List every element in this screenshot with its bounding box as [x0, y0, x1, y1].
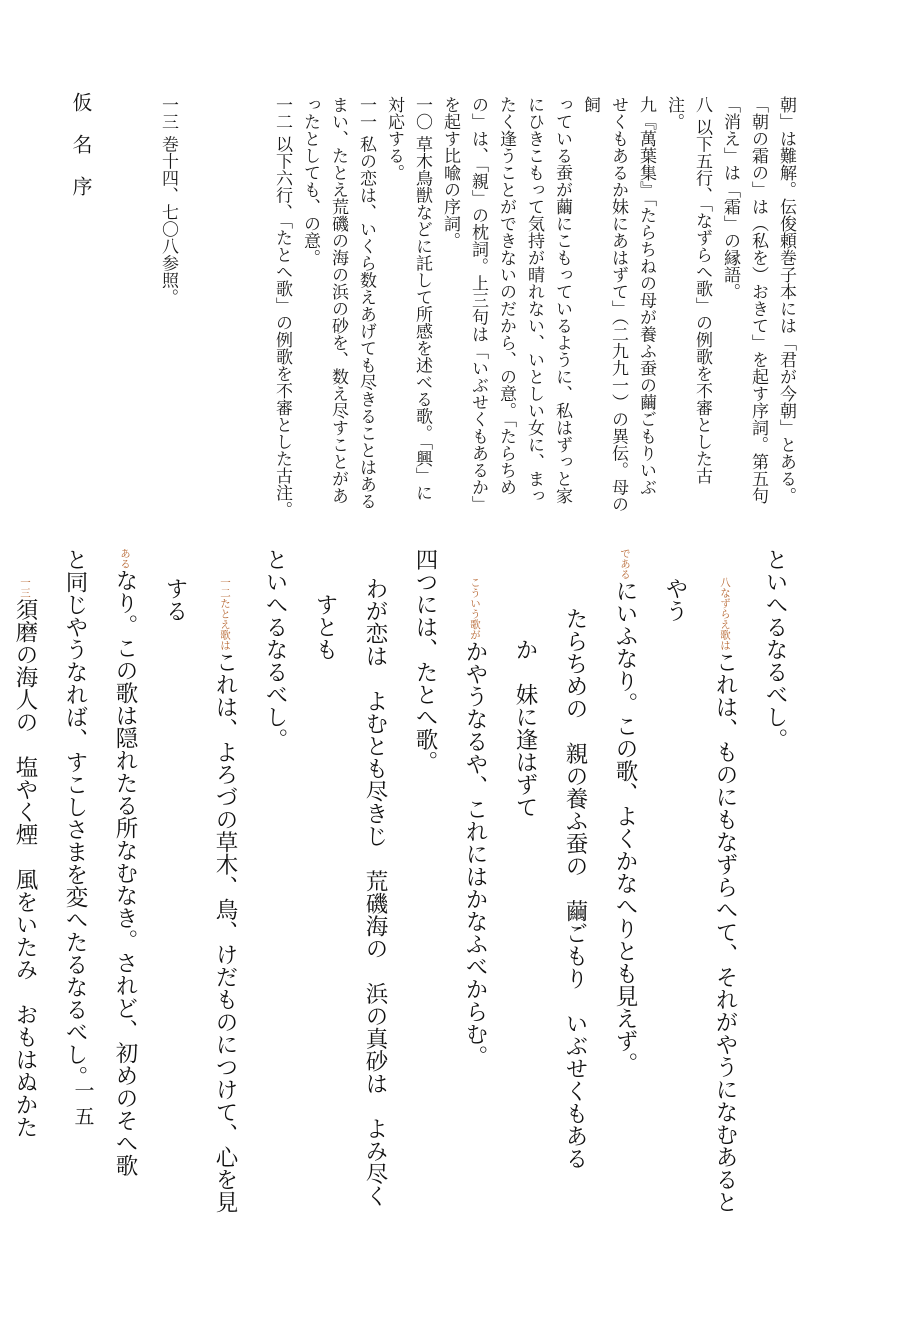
main-line-text: なり。この歌は隠れたる所なむなき。されど、初めのそへ歌 — [112, 569, 138, 1177]
main-line — [650, 548, 750, 1228]
main-line — [150, 548, 250, 1228]
main-line: と同じやうなれば、すこしさまを変へたるなるべし。 — [62, 548, 88, 1088]
note-line: 一一 私の恋は、いくら数えあげても尽きることはある — [356, 96, 376, 510]
main-line: といへるなるべし。 — [762, 548, 788, 751]
poem-line: たらちめの 親の養ふ蚕の 繭ごもり いぶせくもある — [562, 606, 588, 1169]
note-line: を起す比喩の序詞。 — [440, 96, 460, 249]
gloss: 八なずらえ歌は — [719, 577, 731, 651]
note-line: せくもあるか妹にあはずて」（二九九一）の異伝。母の飼 — [580, 96, 628, 513]
main-line — [600, 548, 650, 1228]
main-line-text: これは、ものにもなずらへて、それがやうになむあるとやう — [662, 577, 738, 1214]
note-line: の」は、「親」の枕詞。上三句は「いぶせくもあるか」 — [468, 96, 488, 513]
commentary-notes — [128, 96, 800, 526]
poem-line: わが恋は よむとも尽きじ 荒磯海の 浜の真砂は よみ尽く — [362, 577, 388, 1208]
poem-line: すとも — [312, 593, 338, 661]
main-line-text: かやうなるや、これにはかなふべからむ。 — [462, 640, 488, 1068]
main-line: といへるなるべし。 — [262, 548, 288, 751]
note-line: 「消え」は「霜」の縁語。 — [720, 96, 740, 300]
gloss: ある — [119, 548, 131, 569]
gloss: こういう歌が — [469, 577, 481, 641]
main-line — [100, 548, 150, 1228]
main-line-text: これは、よろづの草木、鳥、けだものにつけて、心を見する — [162, 577, 238, 1214]
note-line: 一二 以下六行、「たとへ歌」の例歌を不審とした古注。 — [272, 96, 292, 518]
note-line: っている蚕が繭にこもっているように、私はずっと家 — [552, 96, 572, 504]
gloss: 一三 — [19, 577, 31, 599]
note-line: 朝」は難解。伝俊頼巻子本には「君が今朝」とある。 — [776, 96, 796, 504]
gloss: 一二たとえ歌は — [219, 577, 231, 651]
note-line: 注。 — [664, 96, 684, 130]
main-line-text: 須磨の海人の 塩やく煙 風をいたみ おもはぬかた — [12, 598, 38, 1139]
main-line-text: にいふなり。この歌、よくかなへりとも見えず。 — [612, 579, 638, 1075]
poem-line — [0, 548, 50, 1228]
note-line: にひきこもって気持が晴れない、いとしい女に、まっ — [524, 96, 544, 504]
note-line: たく逢うことができないのだから、の意。「たらちめ — [496, 96, 516, 496]
poem-line: か 妹に逢はずて — [512, 638, 538, 818]
note-line: まい、たとえ荒磯の海の浜の砂を、数え尽すことがあ — [328, 96, 348, 504]
note-line: 一三 巻十四、七〇八参照。 — [158, 96, 178, 306]
note-line: 八 以下五行、「なずらへ歌」の例歌を不審とした古 — [692, 96, 712, 484]
note-line: 九『萬葉集』「たらちねの母が養ふ蚕の繭ごもりいぶ — [636, 96, 656, 496]
gloss: である — [619, 548, 631, 580]
note-line: 一〇 草木鳥獣などに託して所感を述べる歌。「興」に — [412, 96, 432, 501]
main-line — [450, 548, 500, 1228]
running-title: 仮名序 — [69, 92, 93, 218]
note-line: 対応する。 — [384, 96, 404, 181]
page-number: 一五 — [71, 1080, 95, 1132]
note-line: ったとしても、の意。 — [300, 96, 320, 266]
main-line: 四つには、たとへ歌。 — [412, 548, 438, 773]
note-line: 「朝の霜の」は（私を）おきて」を起す序詞。第五句 — [748, 96, 768, 504]
